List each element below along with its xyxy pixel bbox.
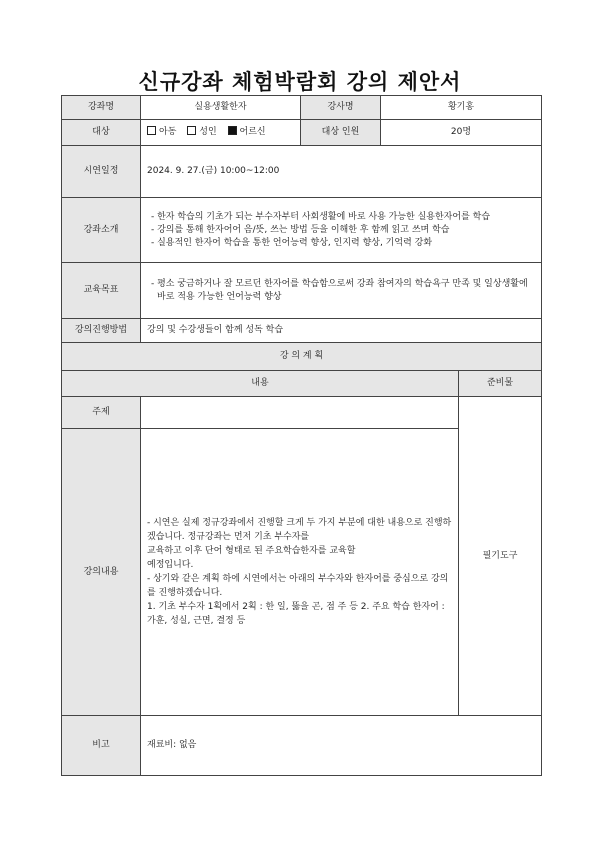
- lecture-line: - 상기와 같은 계획 하에 시연에서는 아래의 부수자와 한자어를 중심으로 강의를 진행하겠습니다.: [147, 574, 449, 598]
- row-topic: [62, 397, 542, 429]
- row-course-name: [62, 96, 542, 120]
- target-option-adult[interactable]: [187, 127, 216, 137]
- intro-label: 강좌소개: [62, 198, 141, 263]
- lecture-line: 예정입니다.: [147, 560, 194, 570]
- method-value: 강의 및 수강생들이 함께 성독 학습: [141, 319, 542, 343]
- row-remarks: [62, 716, 542, 776]
- topic-value: [141, 397, 459, 429]
- lecture-line: 1. 기초 부수자 1획에서 2획 : 한 일, 뚫을 곤, 점 주 등 2. 주요 학습 한자어 : 가훈, 성실, 근면, 결정 등: [147, 602, 445, 626]
- lecture-line: - 시연은 실제 정규강좌에서 진행할 크게 두 가지 부분에 대한 내용으로 진행하겠습니다. 정규강좌는 먼저 기초 부수자를: [147, 518, 452, 542]
- headcount-value: 20명: [381, 120, 542, 146]
- checkbox-child-icon[interactable]: [147, 126, 156, 135]
- checkbox-senior-icon[interactable]: [228, 126, 237, 135]
- proposal-form-table: [61, 95, 542, 776]
- target-label: 대상: [62, 120, 141, 146]
- goal-label: 교육목표: [62, 263, 141, 319]
- instructor-value: 황기홍: [381, 96, 542, 120]
- intro-value: [141, 198, 542, 263]
- materials-header: 준비물: [459, 371, 542, 397]
- topic-label: 주제: [62, 397, 141, 429]
- row-intro: [62, 198, 542, 263]
- intro-line: - 한자 학습의 기초가 되는 부수자부터 사회생활에 바로 사용 가능한 실용한자어를 학습: [151, 211, 491, 222]
- content-header: 내용: [62, 371, 459, 397]
- row-method: [62, 319, 542, 343]
- course-name-value: 실용생활한자: [141, 96, 301, 120]
- target-option-child[interactable]: [147, 127, 176, 137]
- row-plan-header: [62, 343, 542, 371]
- plan-header: 강 의 계 획: [62, 343, 542, 371]
- goal-value: [141, 263, 542, 319]
- target-option-label: 어르신: [239, 127, 266, 137]
- target-options: [141, 120, 301, 146]
- row-schedule: [62, 146, 542, 198]
- lecture-label: 강의내용: [62, 429, 141, 716]
- remarks-value: 재료비: 없음: [141, 716, 542, 776]
- lecture-line: 교육하고 이후 단어 형태로 된 주요학습한자를 교육할: [147, 546, 356, 556]
- schedule-value: 2024. 9. 27.(금) 10:00~12:00: [141, 146, 542, 198]
- lecture-value: [141, 429, 459, 716]
- row-content-header: [62, 371, 542, 397]
- method-label: 강의진행방법: [62, 319, 141, 343]
- headcount-label: 대상 인원: [301, 120, 381, 146]
- target-option-label: 아동: [159, 127, 177, 137]
- course-name-label: 강좌명: [62, 96, 141, 120]
- intro-line: - 강의를 통해 한자어어 음/뜻, 쓰는 방법 등을 이해한 후 함께 읽고 쓰며 학습: [151, 224, 450, 235]
- document-title: 신규강좌 체험박람회 강의 제안서: [138, 70, 462, 94]
- row-target: [62, 120, 542, 146]
- materials-value: 필기도구: [459, 397, 542, 716]
- remarks-label: 비고: [62, 716, 141, 776]
- row-goal: [62, 263, 542, 319]
- instructor-label: 강사명: [301, 96, 381, 120]
- goal-line: - 평소 궁금하거나 잘 모르던 한자어를 학습함으로써 강좌 참여자의 학습욕구 만족 및 일상생활에 바로 적용 가능한 언어능력 향상: [151, 278, 528, 302]
- intro-line: - 실용적인 한자어 학습을 통한 언어능력 향상, 인지력 향상, 기억력 강화: [151, 237, 433, 248]
- schedule-label: 시연일정: [62, 146, 141, 198]
- target-option-label: 성인: [199, 127, 217, 137]
- target-option-senior[interactable]: [228, 127, 266, 137]
- checkbox-adult-icon[interactable]: [187, 126, 196, 135]
